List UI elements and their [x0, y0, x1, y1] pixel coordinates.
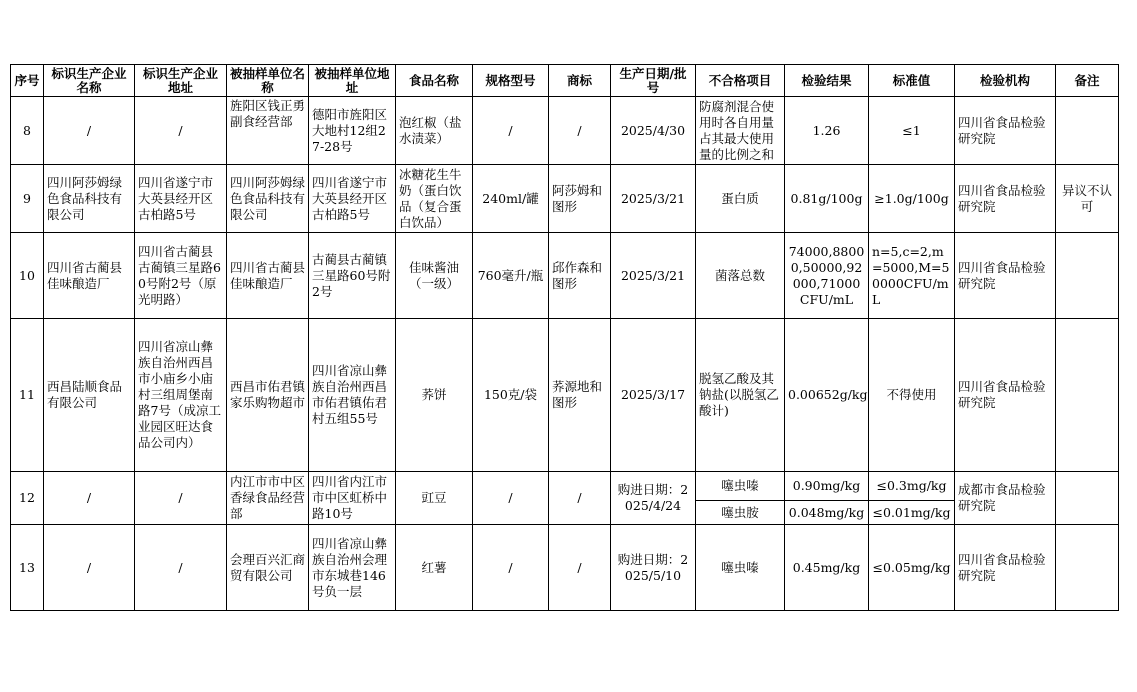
cell-date: 2025/3/21	[611, 233, 696, 319]
cell-result: 0.00652g/kg	[785, 319, 869, 472]
header-mfr-addr: 标识生产企业地址	[135, 65, 227, 97]
cell-mfr-addr: /	[135, 472, 227, 525]
cell-spec: /	[473, 472, 549, 525]
header-brand: 商标	[549, 65, 611, 97]
cell-unit-name: 西昌市佑君镇家乐购物超市	[227, 319, 309, 472]
cell-brand: /	[549, 525, 611, 611]
cell-item: 噻虫嗪	[696, 472, 785, 501]
cell-unit-name: 内江市市中区香绿食品经营部	[227, 472, 309, 525]
cell-standard: 不得使用	[869, 319, 955, 472]
cell-food: 佳味酱油（一级）	[396, 233, 473, 319]
cell-note: 异议不认可	[1056, 165, 1119, 233]
table-row	[11, 233, 1119, 319]
cell-brand: /	[549, 97, 611, 165]
cell-mfr-name: 四川省古蔺县佳味酿造厂	[44, 233, 135, 319]
cell-standard: n=5,c=2,m=5000,M=50000CFU/mL	[869, 233, 955, 319]
cell-seq: 9	[11, 165, 44, 233]
header-seq: 序号	[11, 65, 44, 97]
header-food: 食品名称	[396, 65, 473, 97]
table-row	[11, 97, 1119, 165]
cell-unit-addr: 四川省凉山彝族自治州会理市东城巷146号负一层	[309, 525, 396, 611]
cell-note	[1056, 233, 1119, 319]
cell-mfr-name: 四川阿莎姆绿色食品科技有限公司	[44, 165, 135, 233]
table-row	[11, 472, 1119, 501]
cell-mfr-addr: /	[135, 525, 227, 611]
cell-unit-name: 会理百兴汇商贸有限公司	[227, 525, 309, 611]
cell-mfr-name: 西昌陆顺食品有限公司	[44, 319, 135, 472]
cell-date: 2025/4/30	[611, 97, 696, 165]
cell-agency: 四川省食品检验研究院	[955, 165, 1056, 233]
cell-spec: /	[473, 525, 549, 611]
cell-agency: 成都市食品检验研究院	[955, 472, 1056, 525]
cell-spec: /	[473, 97, 549, 165]
cell-spec: 760毫升/瓶	[473, 233, 549, 319]
cell-mfr-addr: 四川省遂宁市大英县经开区古柏路5号	[135, 165, 227, 233]
cell-unit-name: 旌阳区钱正勇副食经营部	[227, 97, 309, 165]
cell-agency: 四川省食品检验研究院	[955, 525, 1056, 611]
cell-mfr-name: /	[44, 97, 135, 165]
cell-standard: ≤0.05mg/kg	[869, 525, 955, 611]
cell-food: 荞饼	[396, 319, 473, 472]
cell-note	[1056, 319, 1119, 472]
table-row	[11, 319, 1119, 472]
cell-unit-addr: 古蔺县古蔺镇三星路60号附2号	[309, 233, 396, 319]
cell-item: 噻虫嗪	[696, 525, 785, 611]
cell-seq: 10	[11, 233, 44, 319]
cell-result: 0.048mg/kg	[785, 501, 869, 525]
header-note: 备注	[1056, 65, 1119, 97]
cell-mfr-addr: /	[135, 97, 227, 165]
cell-unit-addr: 四川省内江市市中区虹桥中路10号	[309, 472, 396, 525]
cell-brand: 邱作森和图形	[549, 233, 611, 319]
cell-seq: 12	[11, 472, 44, 525]
header-unit-name: 被抽样单位名称	[227, 65, 309, 97]
cell-mfr-addr: 四川省古蔺县古蔺镇三星路60号附2号（原光明路）	[135, 233, 227, 319]
cell-seq: 8	[11, 97, 44, 165]
cell-note	[1056, 472, 1119, 525]
cell-brand: 荞源地和图形	[549, 319, 611, 472]
cell-date: 2025/3/17	[611, 319, 696, 472]
cell-agency: 四川省食品检验研究院	[955, 97, 1056, 165]
header-mfr-name: 标识生产企业名称	[44, 65, 135, 97]
cell-date: 购进日期：2025/4/24	[611, 472, 696, 525]
cell-spec: 240ml/罐	[473, 165, 549, 233]
cell-standard: ≤0.01mg/kg	[869, 501, 955, 525]
cell-mfr-name: /	[44, 525, 135, 611]
cell-unit-addr: 四川省遂宁市大英县经开区古柏路5号	[309, 165, 396, 233]
header-item: 不合格项目	[696, 65, 785, 97]
cell-item: 噻虫胺	[696, 501, 785, 525]
cell-agency: 四川省食品检验研究院	[955, 319, 1056, 472]
cell-brand: 阿莎姆和图形	[549, 165, 611, 233]
cell-note	[1056, 97, 1119, 165]
inspection-table	[10, 64, 1119, 611]
table-row	[11, 165, 1119, 233]
cell-result: 1.26	[785, 97, 869, 165]
cell-item: 脱氢乙酸及其钠盐(以脱氢乙酸计)	[696, 319, 785, 472]
header-date: 生产日期/批号	[611, 65, 696, 97]
cell-spec: 150克/袋	[473, 319, 549, 472]
cell-brand: /	[549, 472, 611, 525]
cell-food: 豇豆	[396, 472, 473, 525]
header-row	[11, 65, 1119, 97]
table-row	[11, 525, 1119, 611]
cell-standard: ≤1	[869, 97, 955, 165]
cell-food: 泡红椒（盐水渍菜）	[396, 97, 473, 165]
cell-result: 0.45mg/kg	[785, 525, 869, 611]
cell-date: 购进日期：2025/5/10	[611, 525, 696, 611]
cell-result: 0.81g/100g	[785, 165, 869, 233]
cell-item: 防腐剂混合使用时各自用量占其最大使用量的比例之和	[696, 97, 785, 165]
cell-seq: 13	[11, 525, 44, 611]
cell-food: 红薯	[396, 525, 473, 611]
header-unit-addr: 被抽样单位地址	[309, 65, 396, 97]
cell-result: 74000,88000,50000,92000,71000CFU/mL	[785, 233, 869, 319]
cell-unit-name: 四川阿莎姆绿色食品科技有限公司	[227, 165, 309, 233]
cell-standard: ≤0.3mg/kg	[869, 472, 955, 501]
cell-seq: 11	[11, 319, 44, 472]
cell-food: 冰糖花生牛奶（蛋白饮品（复合蛋白饮品）	[396, 165, 473, 233]
header-agency: 检验机构	[955, 65, 1056, 97]
cell-unit-name: 四川省古蔺县佳味酿造厂	[227, 233, 309, 319]
cell-note	[1056, 525, 1119, 611]
header-standard: 标准值	[869, 65, 955, 97]
cell-unit-addr: 四川省凉山彝族自治州西昌市佑君镇佑君村五组55号	[309, 319, 396, 472]
cell-mfr-name: /	[44, 472, 135, 525]
cell-standard: ≥1.0g/100g	[869, 165, 955, 233]
cell-result: 0.90mg/kg	[785, 472, 869, 501]
cell-unit-addr: 德阳市旌阳区大地村12组27-28号	[309, 97, 396, 165]
header-spec: 规格型号	[473, 65, 549, 97]
cell-date: 2025/3/21	[611, 165, 696, 233]
cell-item: 菌落总数	[696, 233, 785, 319]
header-result: 检验结果	[785, 65, 869, 97]
cell-item: 蛋白质	[696, 165, 785, 233]
cell-mfr-addr: 四川省凉山彝族自治州西昌市小庙乡小庙村三组周堡南路7号（成凉工业园区旺达食品公司内）	[135, 319, 227, 472]
cell-agency: 四川省食品检验研究院	[955, 233, 1056, 319]
